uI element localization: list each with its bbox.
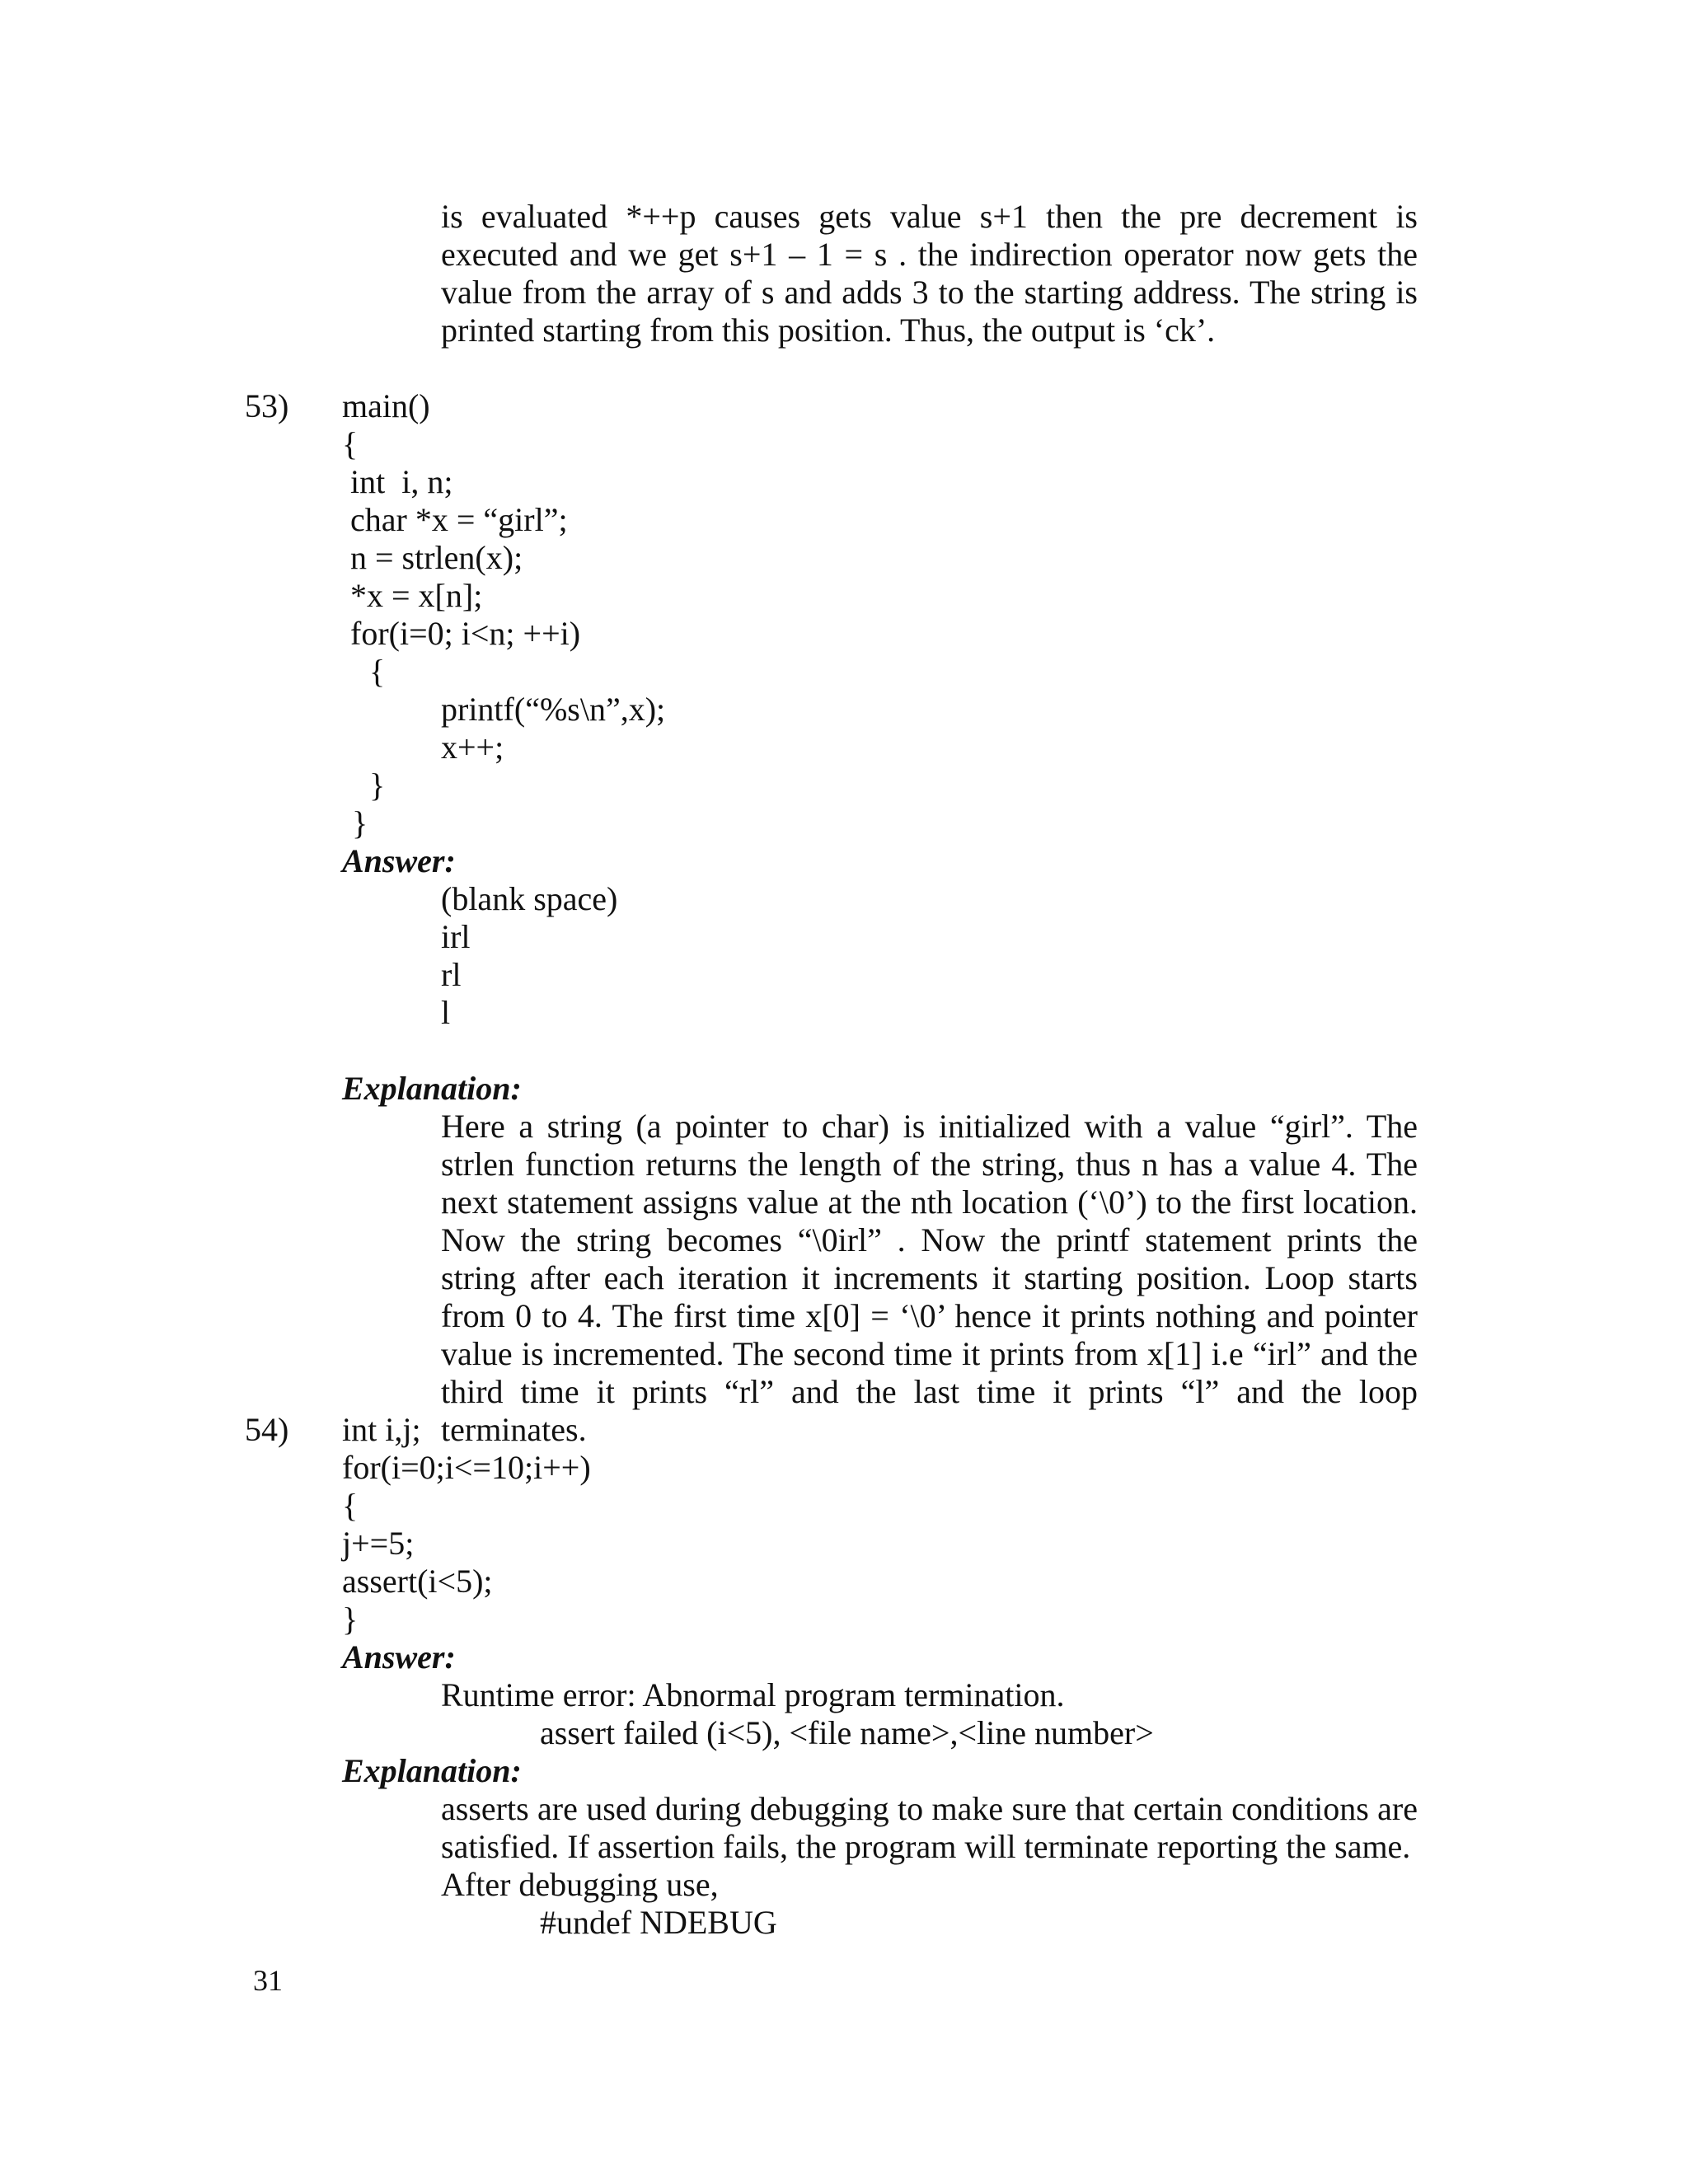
answer-line: l [441,994,451,1031]
code-line: } [342,1601,359,1638]
code-line: } [369,766,386,804]
page-number: 31 [253,1964,283,1997]
answer-line: Runtime error: Abnormal program termination. [441,1676,1065,1713]
question-54-code [342,1411,1084,1676]
question-53-number: 53) [245,387,289,424]
explanation-paragraph: Here a string (a pointer to char) is initialized with a value “girl”. The strlen function returns the length of the string, thus n has a value 4. The next statement assigns value at the nth location (‘\0’) to the first location. Now the string becomes “\0irl” . Now the printf statement prints the string after each iteration it increments it starting position. Loop starts from 0 to 4. The first time x[0] = ‘\0’ hence it prints nothing and pointer value is incremented. The second time it prints from x[1] i.e “irl” and the third time it prints “rl” and the last time it prints “l” and the loop terminates. [441,1108,1418,1448]
code-line: main() [342,387,430,424]
code-line: for(i=0;i<=10;i++) [342,1449,591,1486]
explanation-heading: Explanation: [342,1752,522,1789]
code-line: int i,j; [342,1411,421,1448]
answer-line: (blank space) [441,880,618,917]
code-line: j+=5; [342,1525,415,1562]
answer-line: rl [441,956,462,993]
explanation-code-line: #undef NDEBUG [540,1904,777,1941]
explanation-paragraph: asserts are used during debugging to make sure that certain conditions are satisfied. If assertion fails, the program will terminate reporting the same. [441,1790,1418,1865]
code-line: for(i=0; i<n; ++i) [350,615,581,652]
answer-heading: Answer: [342,1638,456,1675]
question-53-code [342,387,1084,880]
answer-line: irl [441,918,471,955]
code-line: *x = x[n]; [350,577,483,614]
question-54-number: 54) [245,1411,289,1448]
question-53-answer [441,880,1183,1032]
code-line: { [342,425,359,462]
code-line: assert(i<5); [342,1563,493,1600]
question-53-explanation-block [441,1108,1418,1449]
explanation-heading: Explanation: [342,1070,522,1107]
answer-line: assert failed (i<5), <file name>,<line number> [540,1714,1154,1751]
code-line: printf(“%s\n”,x); [441,691,666,728]
question-54-explanation-block [441,1790,1418,1942]
code-line: char *x = “girl”; [350,501,568,538]
intro-paragraph: is evaluated *++p causes gets value s+1 then the pre decrement is executed and we get s+1 – 1 = s . the indirection operator now gets the value from the array of s and adds 3 to the starting address. The string is printed starting from this position. Thus, the output is ‘ck’. [441,198,1418,349]
code-line: n = strlen(x); [350,539,523,576]
code-line: { [342,1487,359,1524]
intro-paragraph-block [441,198,1418,349]
question-54-answer [441,1676,1418,1752]
code-line: } [352,804,368,841]
code-line: x++; [441,729,504,766]
code-line: { [369,653,386,690]
explanation-line: After debugging use, [441,1866,719,1903]
code-line: int i, n; [350,463,453,500]
answer-heading: Answer: [342,842,456,879]
